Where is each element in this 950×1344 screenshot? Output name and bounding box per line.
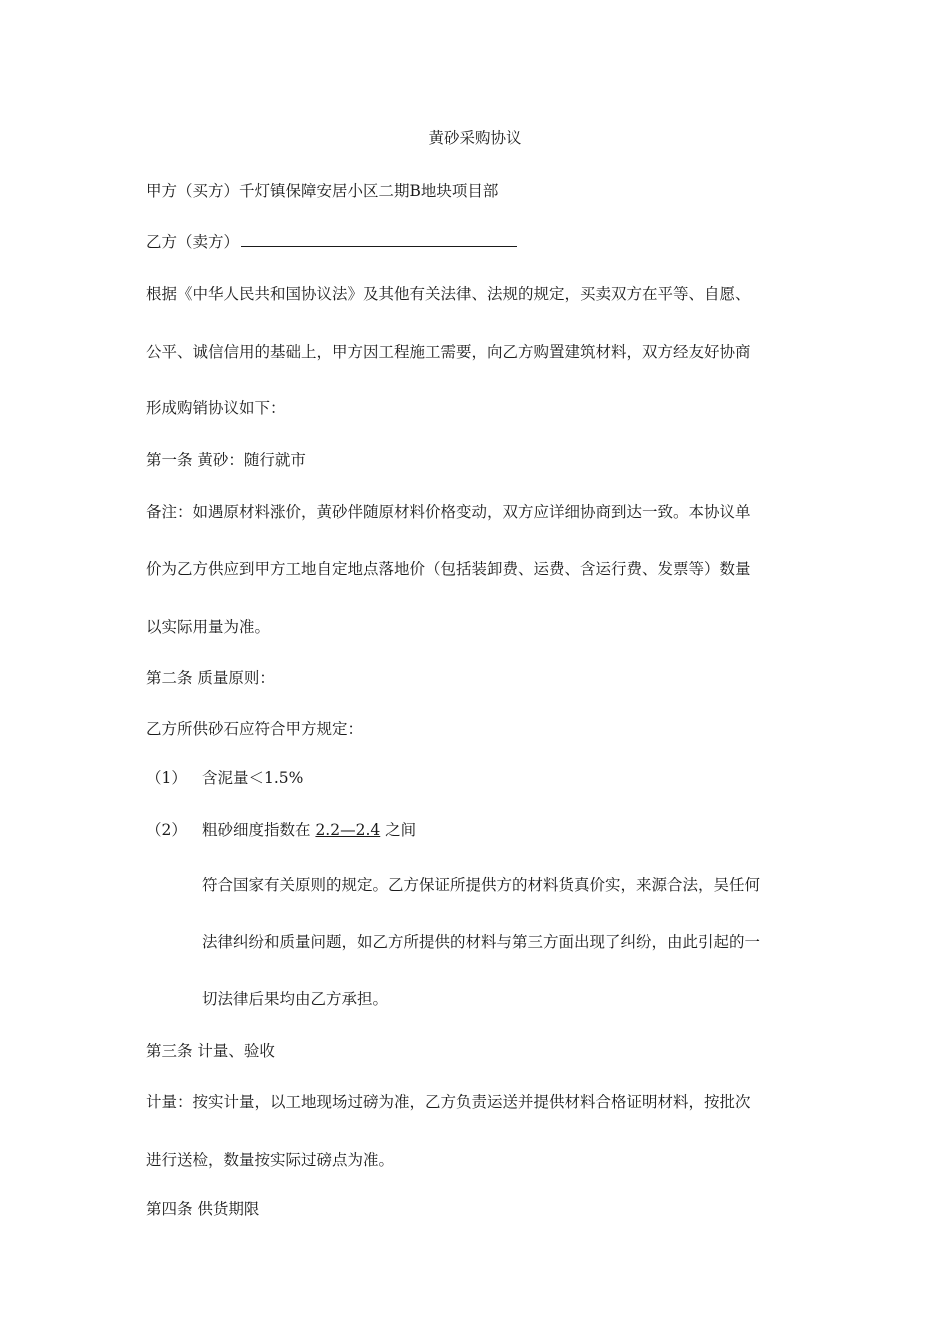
- article-4-heading: 第四条 供货期限: [146, 1200, 260, 1218]
- quality-body-line-2: 法律纠纷和质量问题，如乙方所提供的材料与第三方面出现了纠纷，由此引起的一: [202, 933, 761, 951]
- note-line-2: 价为乙方供应到甲方工地自定地点落地价（包括装卸费、运费、含运行费、发票等）数量: [146, 560, 751, 578]
- party-b-line: [146, 232, 517, 252]
- quality-intro: 乙方所供砂石应符合甲方规定：: [146, 720, 364, 738]
- party-a-line: 甲方（买方）千灯镇保障安居小区二期B地块项目部: [146, 182, 499, 200]
- intro-line-2: 公平、诚信信用的基础上，甲方因工程施工需要，向乙方购置建筑材料，双方经友好协商: [146, 343, 751, 361]
- document-title: 黄砂采购协议: [428, 129, 522, 147]
- note-line-1: 备注：如遇原材料涨价，黄砂伴随原材料价格变动，双方应详细协商到达一致。本协议单: [146, 503, 751, 521]
- item-2-text-before: 粗砂细度指数在: [202, 821, 316, 839]
- note-line-3: 以实际用量为准。: [146, 618, 271, 636]
- party-b-blank-field: [241, 232, 517, 247]
- measure-line-1: 计量：按实计量，以工地现场过磅为准，乙方负责运送并提供材料合格证明材料，按批次: [146, 1093, 751, 1111]
- fineness-range: 2.2—2.4: [315, 821, 381, 839]
- item-2-number: （2）: [146, 821, 187, 839]
- article-3-heading: 第三条 计量、验收: [146, 1042, 275, 1060]
- intro-line-1: 根据《中华人民共和国协议法》及其他有关法律、法规的规定，买卖双方在平等、自愿、: [146, 285, 751, 303]
- quality-item-2: [146, 820, 416, 840]
- intro-line-3: 形成购销协议如下：: [146, 399, 286, 417]
- quality-body-line-3: 切法律后果均由乙方承担。: [202, 990, 389, 1008]
- measure-line-2: 进行送检，数量按实际过磅点为准。: [146, 1151, 395, 1169]
- article-1-heading: 第一条 黄砂：随行就市: [146, 451, 306, 469]
- item-1-number: （1）: [146, 769, 187, 787]
- item-2-text-after: 之间: [380, 821, 417, 839]
- item-1-text: 含泥量＜1.5%: [202, 769, 304, 787]
- quality-body-line-1: 符合国家有关原则的规定。乙方保证所提供方的材料货真价实，来源合法，吴任何: [202, 876, 761, 894]
- quality-item-1: [146, 768, 303, 788]
- party-b-label: 乙方（卖方）: [146, 233, 240, 251]
- article-2-heading: 第二条 质量原则：: [146, 669, 275, 687]
